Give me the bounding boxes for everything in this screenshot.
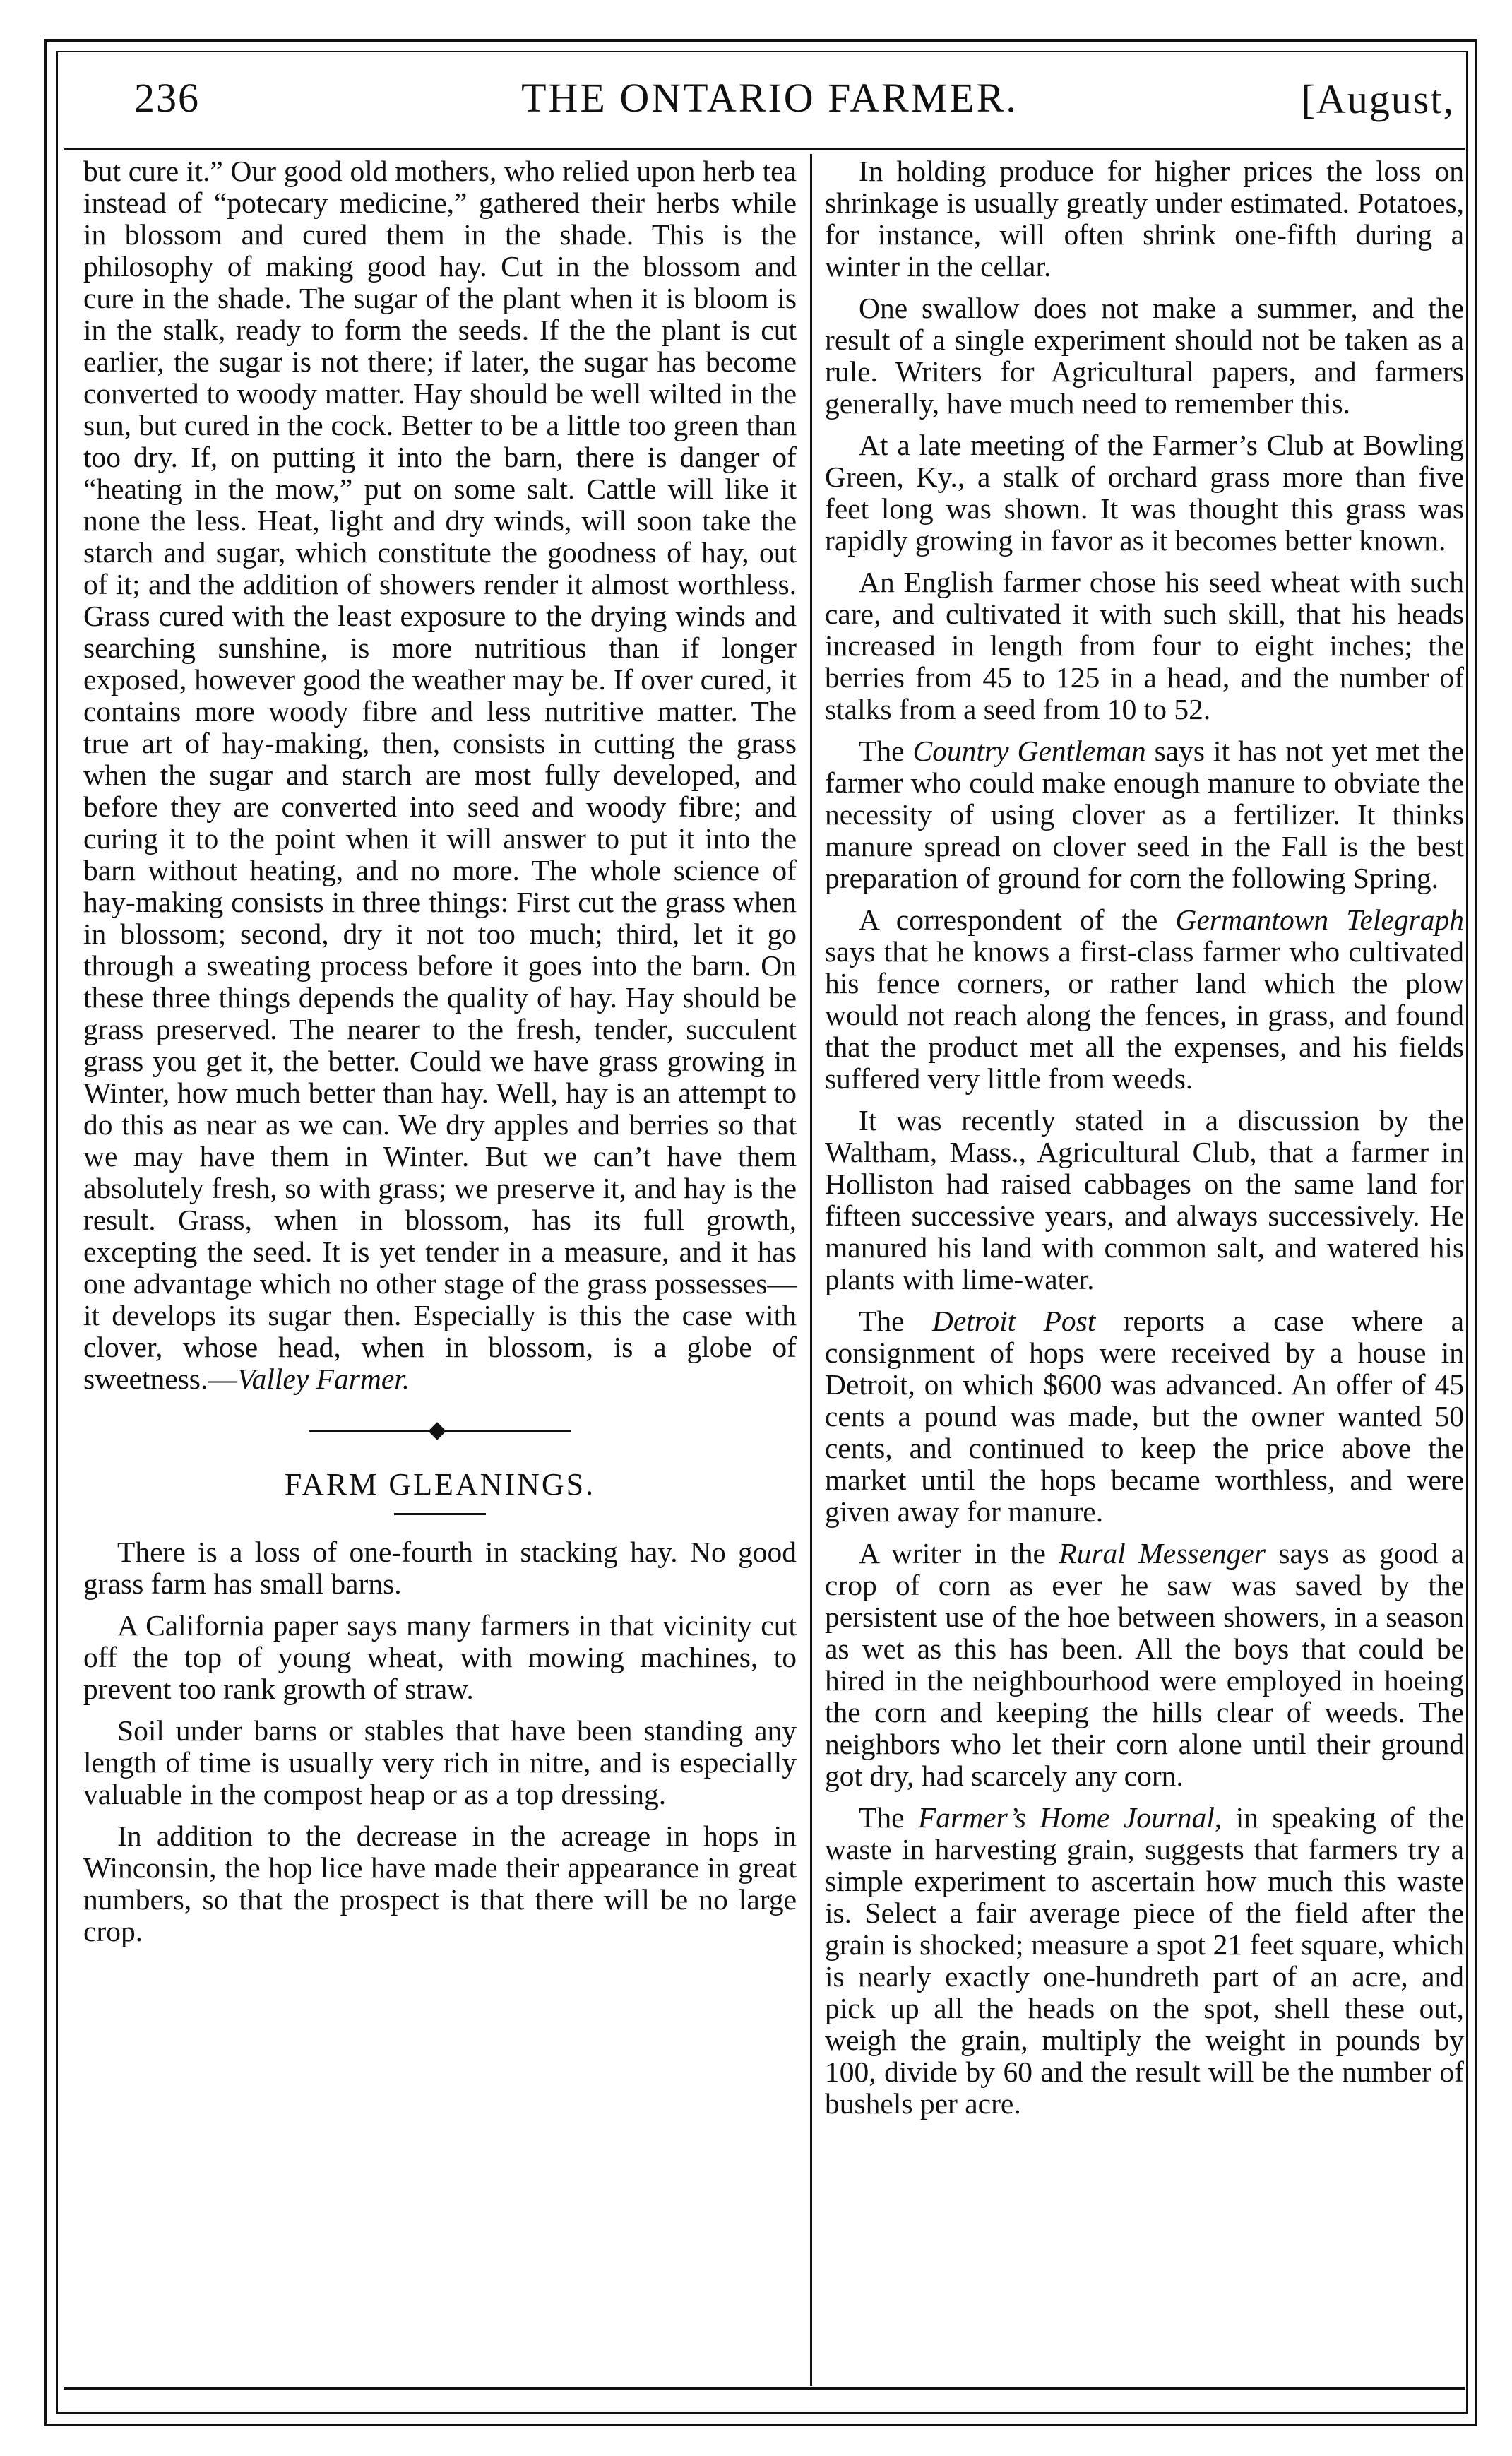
text-run: says it has not yet met the farmer who could make enough manure to obviate the necessity of using clover as a fertilizer. It thinks manure spread on clover seed in the Fall is the best preparation of ground for corn the following Spring. [825,735,1465,894]
publication-name: Detroit Post [931,1305,1096,1337]
gleaning-paragraph: Soil under barns or stables that have been standing any length of time is usually very rich in nitre, and is especially valuable in the compost heap or as a top dressing. [83,1714,797,1810]
running-title: THE ONTARIO FARMER. [521,75,1018,121]
gleaning-paragraph [825,1305,1464,1528]
publication-name: Farmer’s Home Journal [917,1801,1215,1834]
text-run: , in speaking of the waste in harvesting grain, suggests that farmers try a simple experiment to ascertain how much this waste is. Select a fair average piece of the field after the grain is shocked; measure a spot 21 feet square, which is nearly exactly one-hundreth part of an acre, and pick up all the heads on the spot, shell these out, weigh the grain, multiply the weight in pounds by 100, divide by 60 and the result will be the number of bushels per acre. [825,1801,1464,2120]
section-heading: FARM GLEANINGS. [284,1467,596,1502]
article-continuation [83,155,797,1395]
publication-name: Country Gentleman [912,735,1146,767]
running-month: [August, [1301,76,1455,122]
text-run: The [859,1305,932,1337]
heading-rule [394,1513,486,1515]
column-separator [810,154,812,2386]
page-header [78,67,1462,152]
gleaning-paragraph: In addition to the decrease in the acreage in hops in Winconsin, the hop lice have made their appearance in great numbers, so that the prospect is that there will be no large crop. [83,1820,797,1947]
publication-name: Germantown Telegraph [1175,903,1465,936]
publication-name: Rural Messenger [1059,1537,1266,1570]
text-run: says that he knows a first-class farmer who cultivated his fence corners, or rather land which the plow would not reach along the fences, in grass, and found that the product met all the expenses, and his fields suffered very little from weeds. [825,935,1464,1095]
gleaning-paragraph: An English farmer chose his seed wheat with such care, and cultivated it with such skill, that his heads increased in length from four to eight inches; the berries from 45 to 125 in a head, and the number of stalks from a seed from 10 to 52. [825,566,1464,725]
article-text: but cure it.” Our good old mothers, who relied upon herb tea instead of “potecary medicine,” gathered their herbs while in blossom and cured them in the shade. This is the philosophy of making good hay. Cut in the blossom and cure in the shade. The sugar of the plant when it is bloom is in the stalk, ready to form the seeds. If the the plant is cut earlier, the sugar is not there; if later, the sugar has become converted to woody matter. Hay should be well wilted in the sun, but cured in the cock. Better to be a little too green than too dry. If, on putting it into the barn, there is danger of “heating in the mow,” put on some salt. Cattle will like it none the less. Heat, light and dry winds, will soon take the starch and sugar, which constitute the goodness of hay, out of it; and the addition of showers render it almost worthless. Grass cured with the least exposure to the drying winds and searching sunshine, is more nutritious than if longer exposed, however good the weather may be. If over cured, it contains more woody fibre and less nutritive matter. The true art of hay-making, then, consists in cutting the grass when the sugar and starch are most fully developed, and before they are converted into seed and woody fibre; and curing it to the point when it will answer to put it into the barn without heating, and no more. The whole science of hay-making consists in three things: First cut the grass when in blossom; second, dry it not too much; third, let it go through a sweating process before it goes into the barn. On these three things depends the quality of hay. Hay should be grass preserved. The nearer to the fresh, tender, succulent grass you get it, the better. Could we have grass growing in Winter, how much better than hay. Well, hay is an attempt to do this as near as we can. We dry apples and berries so that we may have them in Winter. But we can’t have them absolutely fresh, so with grass; we preserve it, and hay is the result. Grass, when in blossom, has its full growth, excepting the seed. It is yet tender in a measure, and it has one advantage which no other stage of the grass possesses—it develops its sugar then. Especially is this the case with clover, whose head, when in blossom, is a globe of sweetness.— [83,155,797,1395]
text-run: A writer in the [859,1537,1059,1570]
gleaning-paragraph: At a late meeting of the Farmer’s Club at Bowling Green, Ky., a stalk of orchard grass more than five feet long was shown. It was thought this grass was rapidly growing in favor as it becomes better known. [825,429,1464,557]
article-attribution: Valley Farmer. [237,1363,410,1395]
gleaning-paragraph [825,735,1464,894]
text-run: reports a case where a consignment of hops were received by a house in Detroit, on which $600 was advanced. An offer of 45 cents a pound was made, but the owner wanted 50 cents, and continued to keep the price above the market until the hops became worthless, and were given away for manure. [825,1305,1464,1528]
text-run: A correspondent of the [859,903,1176,936]
gleaning-paragraph: There is a loss of one-fourth in stacking hay. No good grass farm has small barns. [83,1536,797,1600]
text-run: says as good a crop of corn as ever he saw was saved by the persistent use of the hoe between showers, in a season as wet as this has been. All the boys that could be hired in the neighbourhood were employed in hoeing the corn and keeping the hills clear of weeds. The neighbors who let their corn alone until their ground got dry, had scarcely any corn. [825,1537,1465,1792]
gleaning-paragraph: In holding produce for higher prices the loss on shrinkage is usually greatly under estimated. Potatoes, for instance, will often shrink one-fifth during a winter in the cellar. [825,155,1464,283]
section-ornament [309,1423,571,1437]
gleaning-paragraph: A California paper says many farmers in that vicinity cut off the top of young wheat, with mowing machines, to prevent too rank growth of straw. [83,1609,797,1705]
text-run: The [859,735,913,767]
gleaning-paragraph: It was recently stated in a discussion by the Waltham, Mass., Agricultural Club, that a farmer in Holliston had raised cabbages on the same land for fifteen successive years, and always successively. He manured his land with common salt, and watered his plants with lime-water. [825,1104,1464,1295]
gleaning-paragraph [825,1802,1464,2120]
text-run: The [859,1801,918,1834]
gleaning-paragraph [825,1538,1464,1792]
right-column [825,155,1464,2130]
gleaning-paragraph: One swallow does not make a summer, and the result of a single experiment should not be taken as a rule. Writers for Agricultural papers, and farmers generally, have much need to remember this. [825,292,1464,420]
gleaning-paragraph [825,904,1464,1095]
header-rule [64,148,1465,150]
left-column [83,155,797,1957]
ornament-diamond [428,1422,446,1440]
bottom-rule [64,2387,1465,2390]
page-number: 236 [134,75,200,121]
